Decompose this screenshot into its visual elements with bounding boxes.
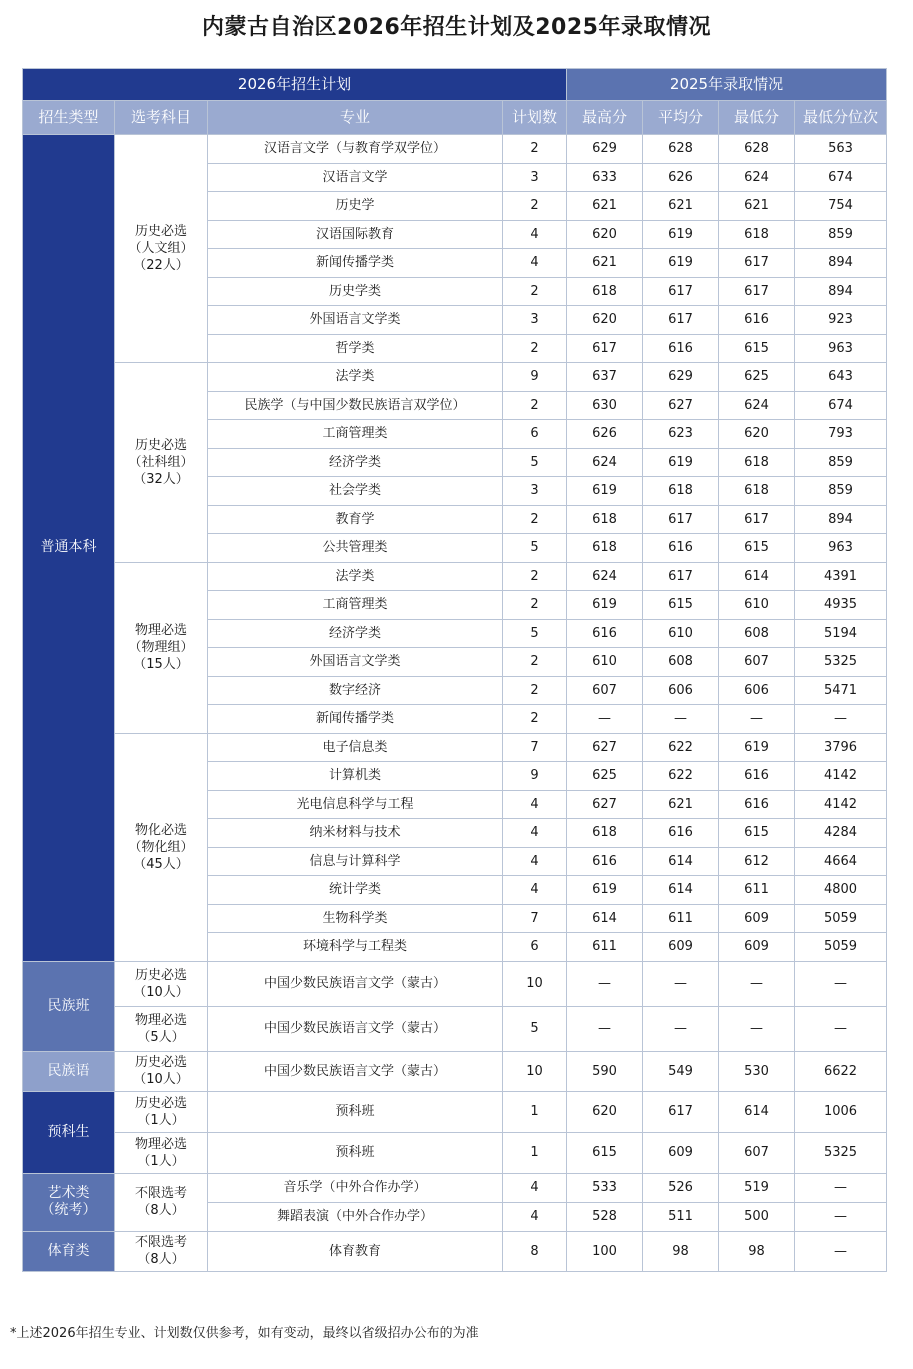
avg-score: 617: [643, 505, 719, 534]
min-rank: 4142: [795, 790, 887, 819]
plan-count: 2: [503, 705, 567, 734]
min-score: 617: [719, 277, 795, 306]
major-cell: 经济学类: [208, 619, 503, 648]
max-score: 616: [567, 847, 643, 876]
table-row: [23, 961, 887, 1006]
min-rank: 5325: [795, 1132, 887, 1173]
max-score: 633: [567, 163, 643, 192]
subject-cell: [115, 1173, 208, 1231]
avg-score: 609: [643, 1132, 719, 1173]
min-rank: 5059: [795, 933, 887, 962]
max-score: 627: [567, 733, 643, 762]
major-cell: 电子信息类: [208, 733, 503, 762]
cell-line: （1人）: [137, 1112, 185, 1128]
avg-score: —: [643, 1006, 719, 1051]
major-cell: 舞蹈表演（中外合作办学）: [208, 1202, 503, 1231]
max-score: 618: [567, 505, 643, 534]
min-score: 620: [719, 420, 795, 449]
min-rank: 923: [795, 306, 887, 335]
major-cell: 体育教育: [208, 1231, 503, 1271]
min-rank: 4391: [795, 562, 887, 591]
min-rank: 894: [795, 277, 887, 306]
min-score: 609: [719, 933, 795, 962]
min-score: 616: [719, 306, 795, 335]
avg-score: 619: [643, 448, 719, 477]
max-score: 611: [567, 933, 643, 962]
max-score: 624: [567, 562, 643, 591]
max-score: 615: [567, 1132, 643, 1173]
plan-count: 2: [503, 591, 567, 620]
min-rank: 5194: [795, 619, 887, 648]
max-score: 619: [567, 876, 643, 905]
min-score: 607: [719, 1132, 795, 1173]
avg-score: 617: [643, 306, 719, 335]
col-header-rank: 最低分位次: [795, 101, 887, 135]
min-rank: 5471: [795, 676, 887, 705]
min-score: 609: [719, 904, 795, 933]
max-score: 618: [567, 534, 643, 563]
avg-score: 549: [643, 1051, 719, 1091]
plan-count: 2: [503, 391, 567, 420]
plan-count: 2: [503, 277, 567, 306]
avg-score: —: [643, 705, 719, 734]
cell-line: （1人）: [137, 1153, 185, 1169]
plan-count: 2: [503, 505, 567, 534]
avg-score: 614: [643, 876, 719, 905]
cell-line: 艺术类: [47, 1185, 90, 1201]
min-rank: —: [795, 1231, 887, 1271]
major-cell: 汉语国际教育: [208, 220, 503, 249]
max-score: 625: [567, 762, 643, 791]
major-cell: 社会学类: [208, 477, 503, 506]
min-rank: 4664: [795, 847, 887, 876]
cell-line: （10人）: [133, 984, 189, 1000]
avg-score: 628: [643, 135, 719, 164]
avg-score: 98: [643, 1231, 719, 1271]
major-cell: 新闻传播学类: [208, 249, 503, 278]
min-score: 618: [719, 220, 795, 249]
plan-count: 10: [503, 961, 567, 1006]
max-score: 618: [567, 277, 643, 306]
col-header-major: 专业: [208, 101, 503, 135]
category-cell: 预科生: [23, 1091, 115, 1173]
plan-count: 9: [503, 762, 567, 791]
plan-count: 2: [503, 334, 567, 363]
min-score: 618: [719, 448, 795, 477]
max-score: 621: [567, 192, 643, 221]
min-rank: 5325: [795, 648, 887, 677]
plan-count: 2: [503, 192, 567, 221]
max-score: —: [567, 961, 643, 1006]
plan-count: 4: [503, 1202, 567, 1231]
plan-count: 7: [503, 733, 567, 762]
major-cell: 外国语言文学类: [208, 648, 503, 677]
major-cell: 中国少数民族语言文学（蒙古）: [208, 1051, 503, 1091]
min-rank: 674: [795, 391, 887, 420]
col-header-avg: 平均分: [643, 101, 719, 135]
max-score: 637: [567, 363, 643, 392]
major-cell: 教育学: [208, 505, 503, 534]
avg-score: 616: [643, 534, 719, 563]
major-cell: 工商管理类: [208, 420, 503, 449]
table-row: [23, 363, 887, 392]
plan-count: 4: [503, 876, 567, 905]
avg-score: —: [643, 961, 719, 1006]
min-score: 519: [719, 1173, 795, 1202]
plan-count: 8: [503, 1231, 567, 1271]
min-rank: —: [795, 1173, 887, 1202]
max-score: 626: [567, 420, 643, 449]
major-cell: 生物科学类: [208, 904, 503, 933]
major-cell: 中国少数民族语言文学（蒙古）: [208, 961, 503, 1006]
table-body: [23, 135, 887, 1272]
min-rank: 859: [795, 448, 887, 477]
min-score: 621: [719, 192, 795, 221]
avg-score: 615: [643, 591, 719, 620]
category-cell: 民族语: [23, 1051, 115, 1091]
cell-line: （社科组）: [128, 454, 194, 470]
avg-score: 623: [643, 420, 719, 449]
max-score: 620: [567, 1091, 643, 1132]
min-rank: 859: [795, 220, 887, 249]
avg-score: 627: [643, 391, 719, 420]
min-rank: —: [795, 705, 887, 734]
major-cell: 哲学类: [208, 334, 503, 363]
avg-score: 611: [643, 904, 719, 933]
cell-line: （45人）: [133, 856, 189, 872]
min-score: 606: [719, 676, 795, 705]
max-score: 619: [567, 591, 643, 620]
min-score: 530: [719, 1051, 795, 1091]
major-cell: 公共管理类: [208, 534, 503, 563]
avg-score: 626: [643, 163, 719, 192]
major-cell: 历史学: [208, 192, 503, 221]
plan-count: 7: [503, 904, 567, 933]
min-score: —: [719, 961, 795, 1006]
plan-count: 4: [503, 847, 567, 876]
min-rank: 859: [795, 477, 887, 506]
avg-score: 609: [643, 933, 719, 962]
min-score: 616: [719, 762, 795, 791]
major-cell: 汉语言文学: [208, 163, 503, 192]
min-score: 614: [719, 1091, 795, 1132]
table-row: [23, 1051, 887, 1091]
min-score: 615: [719, 819, 795, 848]
min-score: 614: [719, 562, 795, 591]
min-rank: 4142: [795, 762, 887, 791]
subject-cell: [115, 1006, 208, 1051]
max-score: 607: [567, 676, 643, 705]
cell-line: （32人）: [133, 471, 189, 487]
avg-score: 618: [643, 477, 719, 506]
major-cell: 计算机类: [208, 762, 503, 791]
cell-line: （15人）: [133, 657, 189, 672]
min-rank: 894: [795, 249, 887, 278]
max-score: 614: [567, 904, 643, 933]
category-cell: 体育类: [23, 1231, 115, 1271]
max-score: 100: [567, 1231, 643, 1271]
cell-line: （物化组）: [128, 839, 194, 855]
plan-count: 4: [503, 249, 567, 278]
min-rank: 4935: [795, 591, 887, 620]
cell-line: 不限选考: [134, 1186, 187, 1201]
min-rank: 6622: [795, 1051, 887, 1091]
min-score: 98: [719, 1231, 795, 1271]
major-cell: 法学类: [208, 363, 503, 392]
col-header-max: 最高分: [567, 101, 643, 135]
category-cell: [23, 1173, 115, 1231]
table-row: [23, 135, 887, 164]
min-rank: 643: [795, 363, 887, 392]
min-rank: 963: [795, 534, 887, 563]
plan-count: 4: [503, 220, 567, 249]
min-rank: 5059: [795, 904, 887, 933]
category-cell: 民族班: [23, 961, 115, 1051]
cell-line: （10人）: [133, 1072, 189, 1087]
major-cell: 信息与计算科学: [208, 847, 503, 876]
min-score: —: [719, 1006, 795, 1051]
min-rank: 674: [795, 163, 887, 192]
major-cell: 统计学类: [208, 876, 503, 905]
major-cell: 纳米材料与技术: [208, 819, 503, 848]
plan-count: 6: [503, 933, 567, 962]
cell-line: （8人）: [137, 1252, 185, 1267]
min-score: 619: [719, 733, 795, 762]
col-header-plan: 计划数: [503, 101, 567, 135]
subject-cell: [115, 1051, 208, 1091]
cell-line: （物理组）: [128, 640, 194, 655]
min-score: 615: [719, 334, 795, 363]
plan-count: 10: [503, 1051, 567, 1091]
max-score: 629: [567, 135, 643, 164]
subject-cell: [115, 562, 208, 733]
min-rank: —: [795, 1006, 887, 1051]
plan-count: 5: [503, 1006, 567, 1051]
avg-score: 629: [643, 363, 719, 392]
plan-count: 5: [503, 619, 567, 648]
min-score: 608: [719, 619, 795, 648]
major-cell: 外国语言文学类: [208, 306, 503, 335]
avg-score: 511: [643, 1202, 719, 1231]
plan-count: 4: [503, 819, 567, 848]
avg-score: 622: [643, 733, 719, 762]
min-score: 500: [719, 1202, 795, 1231]
max-score: 617: [567, 334, 643, 363]
min-score: 607: [719, 648, 795, 677]
subject-cell: [115, 1231, 208, 1271]
cell-line: （8人）: [137, 1203, 185, 1218]
plan-count: 5: [503, 534, 567, 563]
subject-cell: [115, 135, 208, 363]
avg-score: 619: [643, 249, 719, 278]
cell-line: （统考）: [40, 1202, 97, 1218]
avg-score: 617: [643, 562, 719, 591]
major-cell: 新闻传播学类: [208, 705, 503, 734]
subject-cell: [115, 1091, 208, 1132]
cell-line: 物化必选: [134, 822, 187, 838]
max-score: 533: [567, 1173, 643, 1202]
min-score: 616: [719, 790, 795, 819]
major-cell: 环境科学与工程类: [208, 933, 503, 962]
plan-count: 3: [503, 163, 567, 192]
avg-score: 616: [643, 819, 719, 848]
plan-count: 3: [503, 306, 567, 335]
min-score: 624: [719, 391, 795, 420]
cell-line: 历史必选: [134, 224, 187, 239]
subject-cell: [115, 961, 208, 1006]
avg-score: 619: [643, 220, 719, 249]
min-rank: 4284: [795, 819, 887, 848]
plan-count: 1: [503, 1132, 567, 1173]
table-row: [23, 1132, 887, 1173]
min-rank: 894: [795, 505, 887, 534]
min-rank: —: [795, 1202, 887, 1231]
min-score: 625: [719, 363, 795, 392]
max-score: 618: [567, 819, 643, 848]
min-score: —: [719, 705, 795, 734]
min-rank: 563: [795, 135, 887, 164]
max-score: 616: [567, 619, 643, 648]
cell-line: 历史必选: [134, 967, 187, 983]
plan-count: 9: [503, 363, 567, 392]
min-score: 624: [719, 163, 795, 192]
table-row: [23, 1006, 887, 1051]
cell-line: （人文组）: [128, 241, 194, 256]
avg-score: 621: [643, 790, 719, 819]
cell-line: 历史必选: [134, 437, 187, 453]
table-row: [23, 1091, 887, 1132]
min-score: 610: [719, 591, 795, 620]
cell-line: 物理必选: [134, 1012, 187, 1028]
cell-line: 历史必选: [134, 1095, 187, 1111]
min-score: 618: [719, 477, 795, 506]
min-rank: 754: [795, 192, 887, 221]
avg-score: 606: [643, 676, 719, 705]
admission-table: [22, 68, 887, 1272]
cell-line: （5人）: [137, 1029, 185, 1045]
plan-group-header: 2026年招生计划: [23, 69, 567, 101]
min-rank: 963: [795, 334, 887, 363]
cell-line: （22人）: [133, 258, 189, 273]
max-score: 619: [567, 477, 643, 506]
plan-count: 4: [503, 1173, 567, 1202]
subject-cell: [115, 733, 208, 961]
table-row: [23, 1173, 887, 1202]
min-score: 615: [719, 534, 795, 563]
avg-score: 622: [643, 762, 719, 791]
major-cell: 预科班: [208, 1091, 503, 1132]
col-header-min: 最低分: [719, 101, 795, 135]
min-score: 617: [719, 249, 795, 278]
avg-score: 617: [643, 1091, 719, 1132]
avg-score: 608: [643, 648, 719, 677]
plan-count: 2: [503, 135, 567, 164]
min-rank: 4800: [795, 876, 887, 905]
major-cell: 民族学（与中国少数民族语言双学位）: [208, 391, 503, 420]
major-cell: 法学类: [208, 562, 503, 591]
max-score: 620: [567, 220, 643, 249]
plan-count: 4: [503, 790, 567, 819]
min-score: 612: [719, 847, 795, 876]
category-cell: 普通本科: [23, 135, 115, 962]
major-cell: 工商管理类: [208, 591, 503, 620]
plan-count: 3: [503, 477, 567, 506]
max-score: 528: [567, 1202, 643, 1231]
cell-line: 物理必选: [134, 623, 187, 638]
cell-line: 历史必选: [134, 1055, 187, 1070]
max-score: 630: [567, 391, 643, 420]
col-header-subject: 选考科目: [115, 101, 208, 135]
cell-line: 物理必选: [134, 1136, 187, 1152]
major-cell: 中国少数民族语言文学（蒙古）: [208, 1006, 503, 1051]
plan-count: 2: [503, 562, 567, 591]
min-score: 617: [719, 505, 795, 534]
avg-score: 526: [643, 1173, 719, 1202]
page-title: 内蒙古自治区2026年招生计划及2025年录取情况: [202, 15, 711, 40]
plan-count: 6: [503, 420, 567, 449]
major-cell: 光电信息科学与工程: [208, 790, 503, 819]
footnote: *上述2026年招生专业、计划数仅供参考，如有变动，最终以省级招办公布的为准: [10, 1326, 479, 1341]
max-score: —: [567, 1006, 643, 1051]
max-score: 627: [567, 790, 643, 819]
plan-count: 1: [503, 1091, 567, 1132]
major-cell: 音乐学（中外合作办学）: [208, 1173, 503, 1202]
min-rank: 3796: [795, 733, 887, 762]
table-row: [23, 733, 887, 762]
major-cell: 数字经济: [208, 676, 503, 705]
table-row: [23, 562, 887, 591]
max-score: 610: [567, 648, 643, 677]
major-cell: 汉语言文学（与教育学双学位）: [208, 135, 503, 164]
major-cell: 历史学类: [208, 277, 503, 306]
plan-count: 2: [503, 676, 567, 705]
admission-group-header: 2025年录取情况: [567, 69, 887, 101]
min-rank: 793: [795, 420, 887, 449]
table-row: [23, 1231, 887, 1271]
max-score: 590: [567, 1051, 643, 1091]
major-cell: 预科班: [208, 1132, 503, 1173]
min-rank: —: [795, 961, 887, 1006]
major-cell: 经济学类: [208, 448, 503, 477]
min-rank: 1006: [795, 1091, 887, 1132]
avg-score: 614: [643, 847, 719, 876]
avg-score: 616: [643, 334, 719, 363]
max-score: —: [567, 705, 643, 734]
subject-cell: [115, 363, 208, 563]
avg-score: 617: [643, 277, 719, 306]
avg-score: 610: [643, 619, 719, 648]
max-score: 620: [567, 306, 643, 335]
min-score: 611: [719, 876, 795, 905]
avg-score: 621: [643, 192, 719, 221]
max-score: 624: [567, 448, 643, 477]
col-header-type: 招生类型: [23, 101, 115, 135]
max-score: 621: [567, 249, 643, 278]
cell-line: 不限选考: [134, 1235, 187, 1250]
plan-count: 2: [503, 648, 567, 677]
plan-count: 5: [503, 448, 567, 477]
subject-cell: [115, 1132, 208, 1173]
min-score: 628: [719, 135, 795, 164]
